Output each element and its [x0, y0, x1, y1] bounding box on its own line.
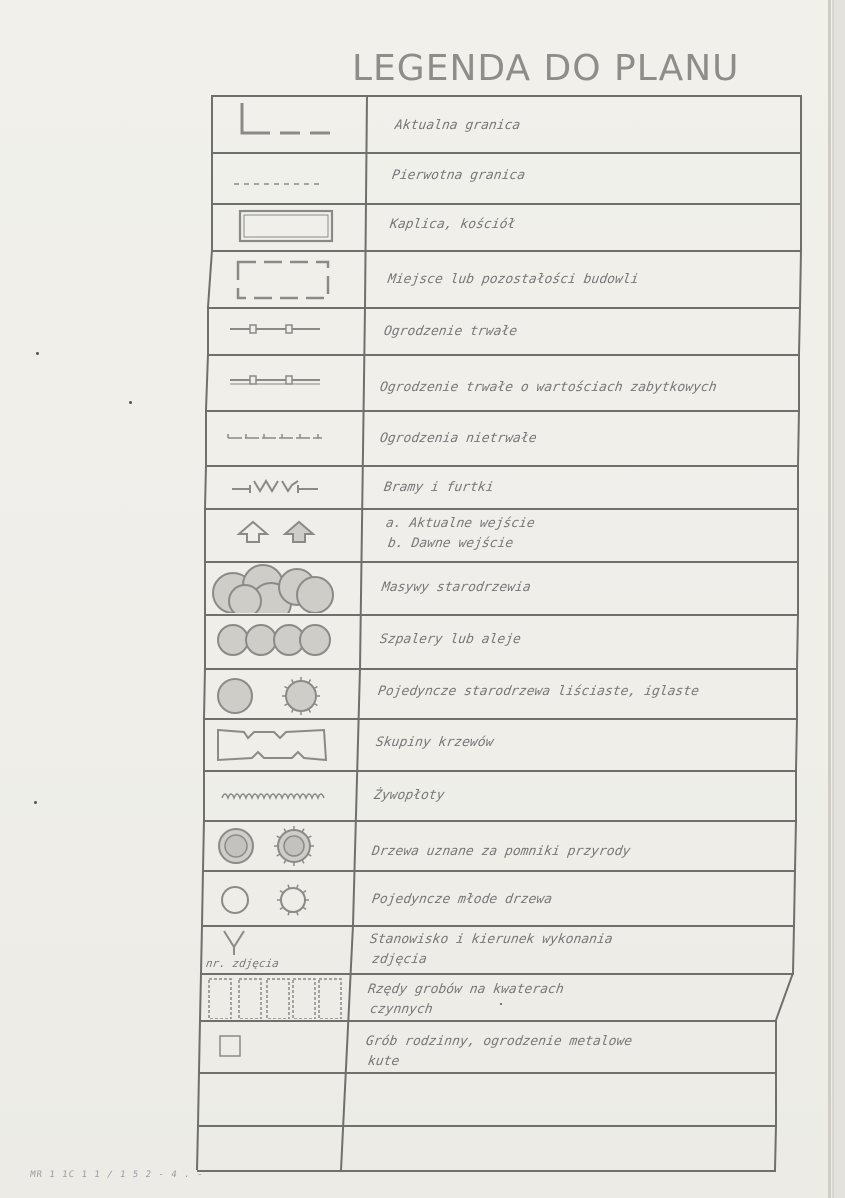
tree-rows-icon — [205, 616, 357, 666]
building-remains-icon — [212, 252, 362, 306]
legend-description: Kaplica, kościół — [388, 217, 517, 232]
gates-icon — [206, 467, 358, 507]
shrub-group-icon — [204, 720, 356, 768]
legend-description-line2: b. Dawne wejście — [386, 536, 515, 551]
old-stand-icon — [205, 563, 357, 613]
legend-description: Miejsce lub pozostałości budowli — [386, 272, 640, 287]
legend-description: Aktualna granica — [393, 118, 522, 133]
archive-reference: MR 1 1C 1 1 / 1 5 2 - 4 . - — [29, 1170, 205, 1180]
legend-description-line2: zdjęcia — [370, 952, 428, 967]
legend-description: Masywy starodrzewia — [380, 580, 532, 595]
entrance-arrows-icon — [205, 510, 357, 560]
grave-rows-icon — [201, 975, 351, 1019]
legend-description: Żywopłoty — [372, 788, 446, 803]
legend-description: Pojedyncze młode drzewa — [370, 892, 554, 907]
original-boundary-icon — [212, 154, 362, 202]
photo-number-label: nr. zdjęcia — [205, 957, 280, 970]
legend-description: Stanowisko i kierunek wykonania — [368, 932, 614, 947]
legend-description: Pojedyncze starodrzewa liściaste, iglaste — [376, 684, 700, 699]
speck — [34, 801, 37, 804]
legend-description: Drzewa uznane za pomniki przyrody — [370, 844, 632, 859]
legend-description-line2: kute — [366, 1054, 401, 1069]
speck — [500, 1003, 502, 1005]
current-boundary-icon — [212, 97, 362, 152]
monument-trees-icon — [204, 822, 356, 868]
legend-description: Pierwotna granica — [390, 168, 527, 183]
temporary-fence-icon — [206, 412, 358, 464]
permanent-fence-icon — [208, 309, 360, 353]
legend-description: Bramy i furtki — [382, 480, 495, 495]
hedge-icon — [204, 772, 356, 818]
single-trees-icon — [205, 670, 357, 718]
legend-description: Ogrodzenie trwałe — [382, 324, 519, 339]
young-trees-icon — [203, 872, 355, 924]
legend-description-line2: czynnych — [368, 1002, 434, 1017]
legend-description: Ogrodzenia nietrwałe — [378, 431, 538, 446]
historic-fence-icon — [208, 356, 360, 408]
table-right-border — [775, 95, 801, 1170]
legend-description: Grób rodzinny, ogrodzenie metalowe — [364, 1034, 634, 1049]
legend-description: Rzędy grobów na kwaterach — [366, 982, 565, 997]
speck — [129, 401, 132, 404]
legend-description: Szpalery lub aleje — [378, 632, 522, 647]
legend-description: a. Aktualne wejście — [384, 516, 536, 531]
family-grave-icon — [200, 1022, 350, 1070]
speck — [36, 352, 39, 355]
chapel-icon — [212, 205, 362, 250]
legend-description: Skupiny krzewów — [374, 735, 495, 750]
legend-description: Ogrodzenie trwałe o wartościach zabytkowych — [378, 380, 718, 395]
legend-title: LEGENDA DO PLANU — [352, 48, 740, 89]
